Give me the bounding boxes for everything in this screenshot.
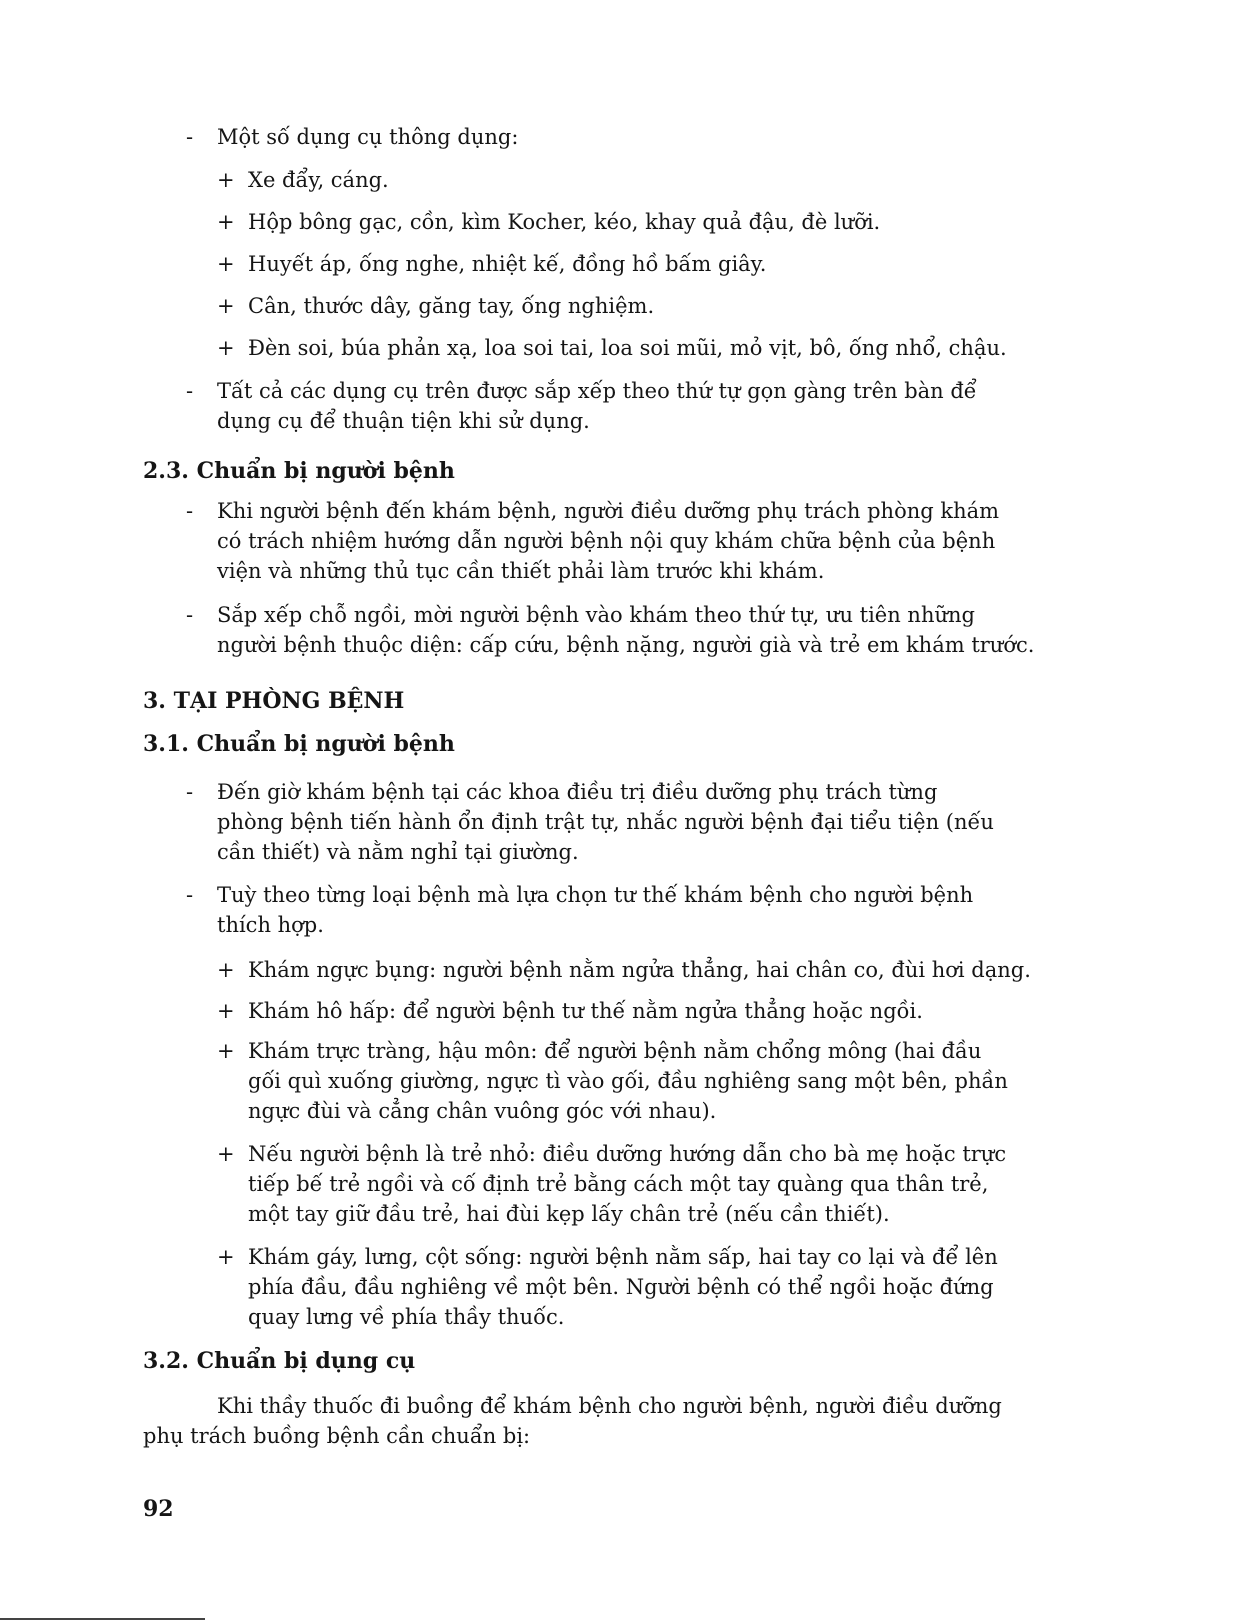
paragraph-line: có trách nhiệm hướng dẫn người bệnh nội quy khám chữa bệnh của bệnh [217,529,996,553]
position-line: ngực đùi và cẳng chân vuông góc với nhau). [248,1099,717,1123]
position-line: gối quì xuống giường, ngực tì vào gối, đầu nghiêng sang một bên, phần [248,1069,1008,1093]
plus-marker: + [217,210,235,234]
position-line: Khám hô hấp: để người bệnh tư thế nằm ngửa thẳng hoặc ngồi. [248,999,923,1023]
section-heading-2-3: 2.3. Chuẩn bị người bệnh [143,458,455,484]
position-line: Khám gáy, lưng, cột sống: người bệnh nằm sấp, hai tay co lại và để lên [248,1245,998,1269]
tools-intro: Một số dụng cụ thông dụng: [217,125,519,149]
dash-marker: - [186,780,194,804]
plus-marker: + [217,958,235,982]
plus-marker: + [217,252,235,276]
paragraph-line: Sắp xếp chỗ ngồi, mời người bệnh vào khám theo thứ tự, ưu tiên những [217,603,975,627]
plus-marker: + [217,336,235,360]
dash-marker: - [186,603,194,627]
tool-item: Hộp bông gạc, cồn, kìm Kocher, kéo, khay quả đậu, đè lưỡi. [248,210,881,234]
paragraph-line: người bệnh thuộc diện: cấp cứu, bệnh nặng, người già và trẻ em khám trước. [217,633,1035,657]
position-line: Khám trực tràng, hậu môn: để người bệnh nằm chổng mông (hai đầu [248,1039,982,1063]
plus-marker: + [217,1245,235,1269]
position-line: Khám ngực bụng: người bệnh nằm ngửa thẳng, hai chân co, đùi hơi dạng. [248,958,1031,982]
tool-item: Cân, thước dây, găng tay, ống nghiệm. [248,294,655,318]
dash-marker: - [186,883,194,907]
section-heading-3-2: 3.2. Chuẩn bị dụng cụ [143,1348,416,1374]
page-number: 92 [143,1496,174,1522]
paragraph-line: phòng bệnh tiến hành ổn định trật tự, nhắc người bệnh đại tiểu tiện (nếu [217,810,994,834]
paragraph-line: Đến giờ khám bệnh tại các khoa điều trị điều dưỡng phụ trách từng [217,780,938,804]
paragraph-line: Khi người bệnh đến khám bệnh, người điều dưỡng phụ trách phòng khám [217,499,1000,523]
section-heading-3-1: 3.1. Chuẩn bị người bệnh [143,731,455,757]
section-heading-3: 3. TẠI PHÒNG BỆNH [143,688,405,714]
dash-marker: - [186,125,194,149]
position-line: một tay giữ đầu trẻ, hai đùi kẹp lấy chân trẻ (nếu cần thiết). [248,1202,890,1226]
paragraph-line: thích hợp. [217,913,324,937]
tool-item: Huyết áp, ống nghe, nhiệt kế, đồng hồ bấm giây. [248,252,767,276]
position-line: quay lưng về phía thầy thuốc. [248,1305,565,1329]
plus-marker: + [217,1142,235,1166]
tool-item: Đèn soi, búa phản xạ, loa soi tai, loa soi mũi, mỏ vịt, bô, ống nhổ, chậu. [248,336,1007,360]
position-line: phía đầu, đầu nghiêng về một bên. Người bệnh có thể ngồi hoặc đứng [248,1275,994,1299]
bottom-edge-rule [0,1618,205,1620]
dash-marker: - [186,379,194,403]
plus-marker: + [217,168,235,192]
arrange-line: Tất cả các dụng cụ trên được sắp xếp theo thứ tự gọn gàng trên bàn để [217,379,977,403]
plus-marker: + [217,294,235,318]
dash-marker: - [186,499,194,523]
paragraph-line: viện và những thủ tục cần thiết phải làm trước khi khám. [217,559,825,583]
position-line: tiếp bế trẻ ngồi và cố định trẻ bằng cách một tay quàng qua thân trẻ, [248,1172,989,1196]
paragraph-line: phụ trách buồng bệnh cần chuẩn bị: [143,1424,531,1448]
paragraph-line: cần thiết) và nằm nghỉ tại giường. [217,840,579,864]
arrange-line: dụng cụ để thuận tiện khi sử dụng. [217,409,590,433]
tool-item: Xe đẩy, cáng. [248,168,389,192]
plus-marker: + [217,1039,235,1063]
plus-marker: + [217,999,235,1023]
position-line: Nếu người bệnh là trẻ nhỏ: điều dưỡng hướng dẫn cho bà mẹ hoặc trực [248,1142,1007,1166]
paragraph-line: Tuỳ theo từng loại bệnh mà lựa chọn tư thế khám bệnh cho người bệnh [217,883,974,907]
paragraph-line: Khi thầy thuốc đi buồng để khám bệnh cho người bệnh, người điều dưỡng [217,1394,1002,1418]
